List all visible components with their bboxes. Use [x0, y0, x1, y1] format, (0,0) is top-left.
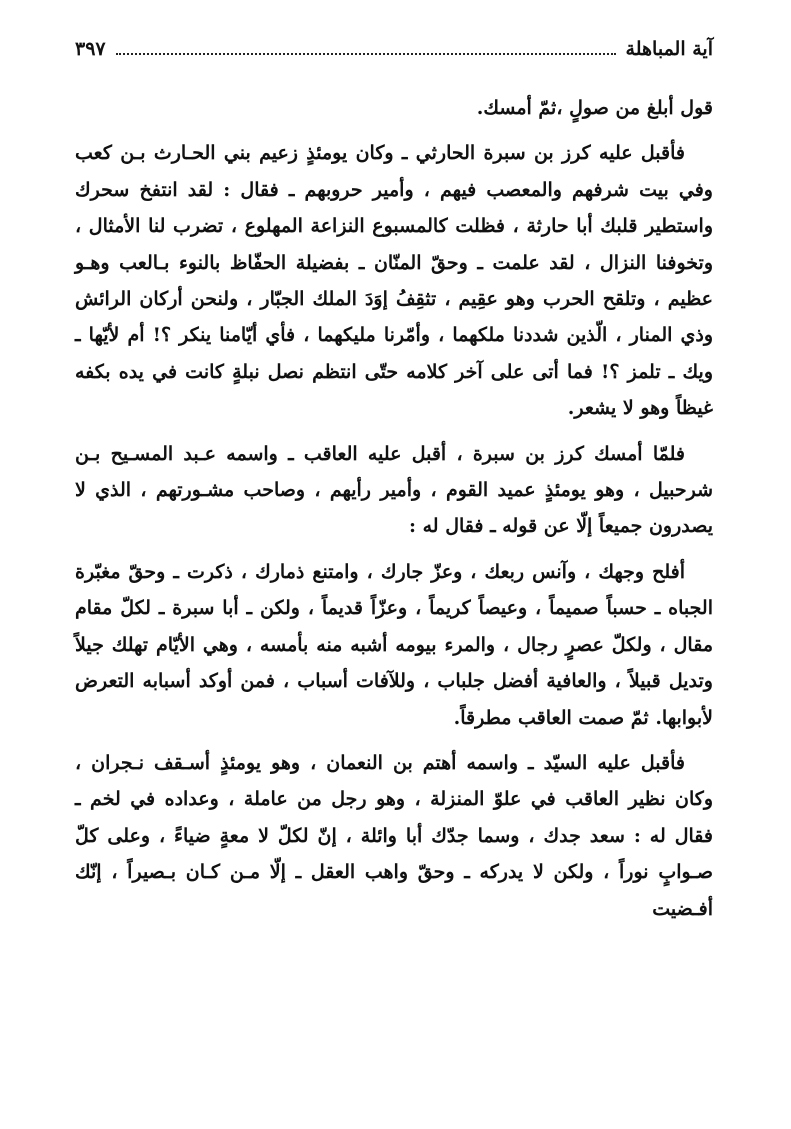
- chapter-title: آية المباهلة: [625, 38, 713, 60]
- body-text: [75, 90, 713, 936]
- paragraph: فلمّا أمسك كرز بن سبرة ، أقبل عليه العاقب ـ واسمه عـبد المسـيح بـن شرحبيل ، وهو يومئذٍ عميد القوم ، وأمير رأيهم ، وصاحب مشـورتهم ، الذي لا يصدرون جميعاً إلّا عن قوله ـ فقال له :: [75, 442, 713, 538]
- paragraph: أفلح وجهك ، وآنس ربعك ، وعزّ جارك ، وامتنع ذمارك ، ذكرت ـ وحقّ مغبّرة الجباه ـ حسباً صميماً ، وعيصاً كريماً ، وعزّاً قديماً ، ولكن ـ أبا سبرة ـ لكلّ مقام مقال ، ولكلّ عصرٍ رجال ، والمرء بيومه أشبه منه بأمسه ، وهي الأيّام تهلك جيلاً وتديل قبيلاً ، والعافية أفضل جلباب ، وللآفات أسباب ، فمن أوكد أسبابه التعرض لأبوابها. ثمّ صمت العاقب مطرقاً.: [75, 560, 713, 729]
- paragraph: قول أبلغ من صولٍ ،ثمّ أمسك.: [476, 97, 713, 119]
- dot-leader: [116, 53, 616, 55]
- page-number: ٣٩٧: [75, 38, 106, 60]
- running-header: [75, 34, 713, 60]
- paragraph: فأقبل عليه كرز بن سبرة الحارثي ـ وكان يومئذٍ زعيم بني الحـارث بـن كعب وفي بيت شرفهم والمعصب فيهم ، وأمير حروبهم ـ فقال : لقد انتفخ سحرك واستطير قلبك أبا حارثة ، فظلت كالمسبوع النزاعة المهلوع ، تضرب لنا الأمثال ، وتخوفنا النزال ، لقد علمت ـ وحقّ المنّان ـ بفضيلة الحفّاظ بالنوء بـالعب وهـو عظيم ، وتلقح الحرب وهو عقِيم ، تثقِفُ إوَدَ الملك الجبّار ، ولنحن أركان الرائش وذي المنار ، الّذين شددنا ملكهما ، وأمّرنا مليكهما ، فأي أيّامنا ينكر ؟! أم لأيّها ـ ويك ـ تلمز ؟! فما أتى على آخر كلامه حتّى انتظم نصل نبلةٍ كانت في يده بكفه غيظاً وهو لا يشعر.: [75, 142, 713, 420]
- paragraph: فأقبل عليه السيّد ـ واسمه أهتم بن النعمان ، وهو يومئذٍ أسـقف نـجران ، وكان نظير العاقب في علوّ المنزلة ، وهو رجل من عاملة ، وعداده في لخم ـ فقال له : سعد جدك ، وسما جدّك أبا وائلة ، إنّ لكلّ لا معةٍ ضياءً ، وعلى كلّ صـوابٍ نوراً ، ولكن لا يدركه ـ وحقّ واهب العقل ـ إلّا مـن كـان بـصيراً ، إنّك أفـضيت: [75, 751, 713, 920]
